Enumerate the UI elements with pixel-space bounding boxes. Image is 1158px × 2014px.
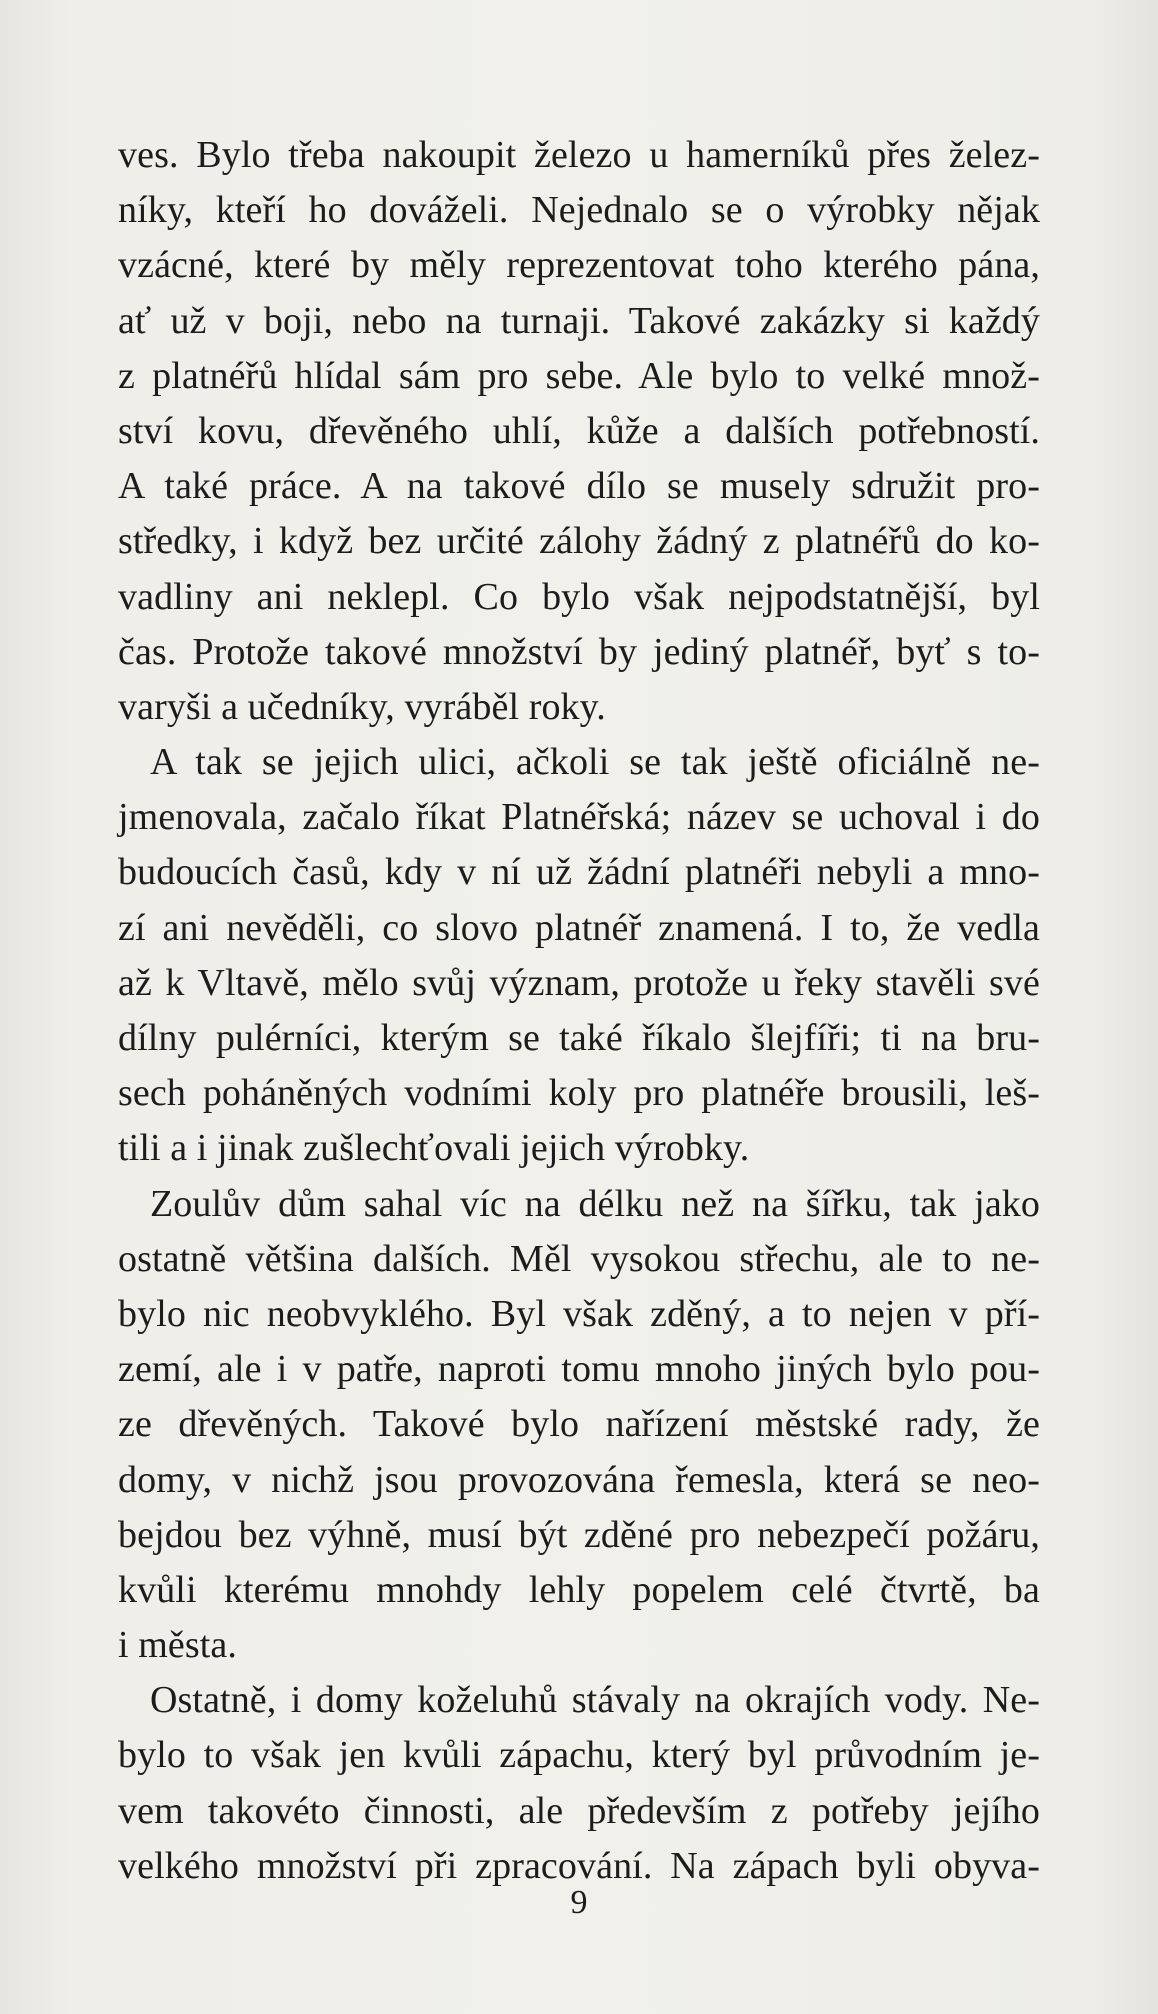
text-line: zemí, ale i v patře, naproti tomu mnoho jiných bylo pou- [118,1348,1040,1391]
body-text [118,128,1040,1894]
text-line: budoucích časů, kdy v ní už žádní platnéři nebyli a mno- [118,851,1040,894]
text-line: varyši a učedníky, vyráběl roky. [118,685,606,728]
text-line: kvůli kterému mnohdy lehly popelem celé čtvrtě, ba [118,1568,1040,1611]
text-line: níky, kteří ho dováželi. Nejednalo se o výrobky nějak [118,189,1040,232]
text-line: vadliny ani neklepl. Co bylo však nejpodstatnější, byl [118,575,1040,618]
text-line: až k Vltavě, mělo svůj význam, protože u řeky stavěli své [118,961,1040,1004]
text-line: ostatně většina dalších. Měl vysokou střechu, ale to ne- [118,1237,1040,1280]
text-line: Ostatně, i domy koželuhů stávaly na okrajích vody. Ne- [150,1679,1040,1722]
text-line: ství kovu, dřevěného uhlí, kůže a dalších potřebností. [118,409,1040,452]
text-line: jmenovala, začalo říkat Platnéřská; název se uchoval i do [118,796,1040,839]
text-line: sech poháněných vodními koly pro platnéře brousili, leš- [118,1072,1040,1115]
text-line: Zoulův dům sahal víc na délku než na šířku, tak jako [150,1182,1040,1225]
text-line: i města. [118,1624,237,1667]
text-line: velkého množství při zpracování. Na zápach byli obyva- [118,1844,1040,1887]
text-line: A také práce. A na takové dílo se musely sdružit pro- [118,465,1040,508]
text-line: zí ani nevěděli, co slovo platnéř znamená. I to, že vedla [118,906,1040,949]
text-line: ať už v boji, nebo na turnaji. Takové zakázky si každý [118,299,1040,342]
text-line: tili a i jinak zušlechťovali jejich výrobky. [118,1127,750,1170]
text-line: vem takovéto činnosti, ale především z potřeby jejího [118,1789,1040,1832]
text-line: z platnéřů hlídal sám pro sebe. Ale bylo to velké množ- [118,354,1040,397]
text-line: bylo to však jen kvůli zápachu, který byl průvodním je- [118,1734,1040,1777]
text-line: ves. Bylo třeba nakoupit železo u hamerníků přes želez- [118,134,1040,176]
text-line: bylo nic neobvyklého. Byl však zděný, a to nejen v pří- [118,1292,1040,1335]
text-line: středky, i když bez určité zálohy žádný z platnéřů do ko- [118,520,1040,563]
text-line: vzácné, které by měly reprezentovat toho kterého pána, [118,244,1040,287]
text-line: dílny pulérníci, kterým se také říkalo šlejfíři; ti na bru- [118,1017,1040,1059]
text-line: A tak se jejich ulici, ačkoli se tak ještě oficiálně ne- [150,741,1040,784]
text-line: ze dřevěných. Takové bylo nařízení městské rady, že [118,1403,1040,1446]
text-line: domy, v nichž jsou provozována řemesla, která se neo- [118,1458,1040,1501]
page-number: 9 [570,1884,588,1921]
text-line: čas. Protože takové množství by jediný platnéř, byť s to- [118,630,1040,673]
text-line: bejdou bez výhně, musí být zděné pro nebezpečí požáru, [118,1513,1040,1556]
